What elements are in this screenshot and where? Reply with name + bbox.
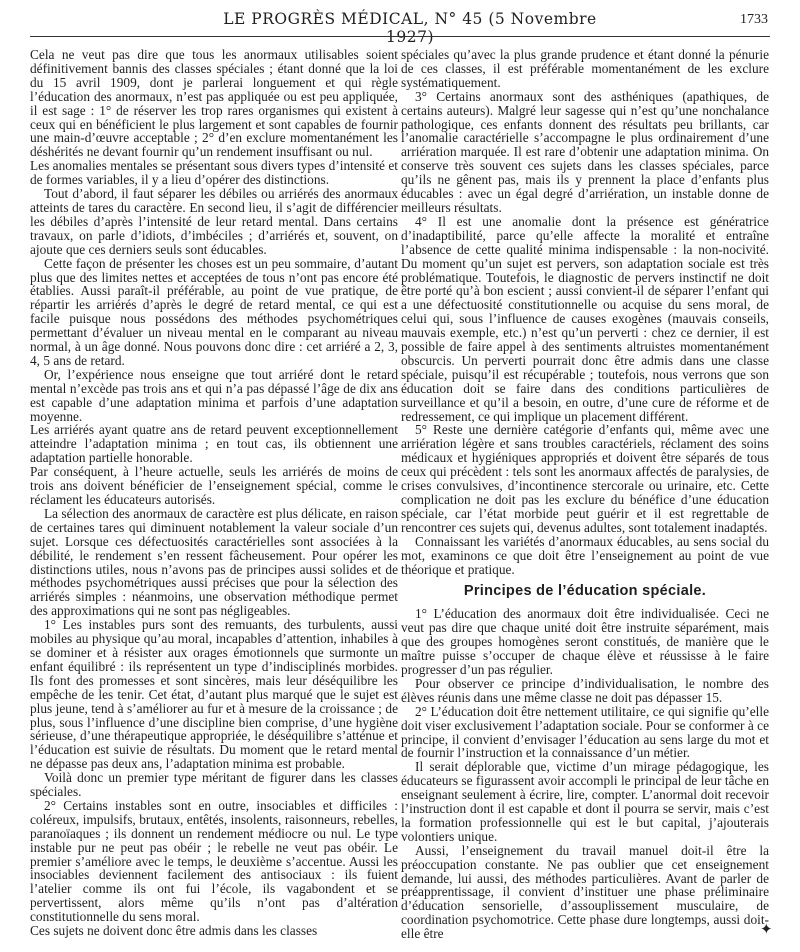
paragraph: Connaissant les variétés d’anormaux éducables, au sens social du mot, examinons ce que doit être l’enseignement au point de vue théorique et pratique. — [401, 533, 769, 577]
paragraph: La sélection des anormaux de caractère est plus délicate, en raison de certaines tares qui diminuent notablement la valeur sociale d’un sujet. Lorsque ces défectuosités caractérielles sont associées à la débilité, le rendement s’en ressent fâcheusement. Pour opérer les distinctions utiles, nous n’avons pas de principes aussi solides et de méthodes psychométriques aussi précises que pour la sélection des arriérés simples : néanmoins, une observation méthodique permet des approximations qui ne sont pas négligeables. — [30, 505, 398, 619]
paragraph: Tout d’abord, il faut séparer les débiles ou arriérés des anormaux atteints de tares du caractère. En second lieu, il s’agit de différencier les débiles d’après l’intensité de leur retard mental. Dans certains travaux, on parle d’idiots, d’imbéciles ; d’arriérés et, souvent, on ajoute que ces derniers seuls sont éducables. — [30, 186, 398, 257]
paragraph: Or, l’expérience nous enseigne que tout arriéré dont le retard mental n’excède pas trois ans et qui n’a pas dépassé l’âge de dix ans est capable d’une adaptation minima et parfois d’une adaptation moyenne. — [30, 366, 398, 424]
paragraph: Cela ne veut pas dire que tous les anormaux utilisables soient définitivement bannis des classes spéciales ; étant donné que la loi du 15 avril 1909, dont je parlerai longuement et qui règle l’éducation des anormaux, n’est pas appliquée ou est peu appliquée, il est sage : 1° de réserver les trop rares organismes qui existent à ceux qui en bénéficient le plus largement et sont capables de fournir une main-d’œuvre acceptable ; 2° d’en exclure momentanément les déshérités ne devant fournir qu’un rendement insuffisant ou nul. — [30, 47, 398, 160]
paragraph: Pour observer ce principe d’individualisation, le nombre des élèves réunis dans une même classe ne doit pas dépasser 15. — [401, 675, 769, 705]
paragraph: 4° Il est une anomalie dont la présence est génératrice d’inadaptibilité, parce qu’elle affecte la moralité et entraîne l’absence de cette qualité minima indispensable : la non-nocivité. Du moment qu’un sujet est pervers, son adaptation sociale est très problématique. Toutefois, le diagnostic de pervers instinctif ne doit être porté qu’à bon escient ; aussi convient-il de séparer l’enfant qui a une défectuosité constitutionnelle ou acquise du sens moral, de celui qui, sous l’influence de causes exogènes (mauvais conseils, mauvais exemple, etc.) n’est qu’un perverti : chez ce dernier, il est possible de faire appel à des sentiments altruistes momentanément obscurcis. Un perverti pourrait donc être admis dans une classe spéciale, puisqu’il est récupérable ; toutefois, nous verrons que son éducation doit se faire dans des conditions particulières de surveillance et qu’il a besoin, en outre, d’une cure de réforme et de redressement, ce qui implique un placement différent. — [401, 213, 769, 424]
paragraph: 5° Reste une dernière catégorie d’enfants qui, même avec une arriération légère et sans troubles caractériels, réclament des soins médicaux et hygiéniques appropriés et doivent être séparés de tous ceux qui précèdent : tels sont les anormaux affectés de paralysies, de crises convulsives, d’incontinence stercorale ou urinaire, etc. Cette complication ne doit pas les exclure du bénéfice d’une éducation spéciale, car l’état morbide peut guérir et il est regrettable de rencontrer ces sujets qui, devenus adultes, sont totalement inadaptés. — [401, 422, 769, 535]
journal-title: LE PROGRÈS MÉDICAL, N° 45 (5 Novembre 1927) — [223, 10, 597, 46]
right-column-bottom — [401, 607, 769, 941]
paragraph: Les anomalies mentales se présentant sous divers types d’intensité et de formes variables, il y a lieu d’opérer des distinctions. — [30, 158, 398, 188]
paragraph: Aussi, l’enseignement du travail manuel doit-il être la préoccupation constante. Ne pas oublier que cet enseignement demande, lui aussi, des méthodes particulières. Avant de parler de préapprentissage, il convient d’instituer une phase préliminaire d’éducation sensorielle, d’assouplissement musculaire, de coordination psychomotrice. Cette phase dure longtemps, aussi doit-elle être — [401, 842, 769, 942]
paragraph: Cette façon de présenter les choses est un peu sommaire, d’autant plus que des limites nettes et acceptées de tous n’ont pas encore été établies. Aussi paraît-il préférable, au point de vue pratique, de répartir les arriérés d’après le degré de retard mental, ce qui est facile puisque nous possédons des méthodes psychométriques permettant d’évaluer un niveau mental en le comparant au niveau normal, à un âge donné. Nous pouvons donc dire : cet arriéré a 2, 3, 4, 5 ans de retard. — [30, 255, 398, 368]
paragraph: spéciales qu’avec la plus grande prudence et étant donné la pénurie de ces classes, il est préférable momentanément de les exclure systématiquement. — [401, 47, 769, 90]
paragraph: Il serait déplorable que, victime d’un mirage pédagogique, les éducateurs se figurassent avoir accompli le principal de leur tâche en enseignant seulement à écrire, lire, compter. L’anormal doit recevoir l’instruction dont il est capable et dont il pourra se servir, mais c’est la formation professionnelle qui est le but capital, j’ajouterais volontiers unique. — [401, 759, 769, 844]
page-number: 1733 — [740, 12, 768, 27]
left-column — [30, 48, 398, 938]
paragraph: Voilà donc un premier type méritant de figurer dans les classes spéciales. — [30, 770, 398, 800]
paragraph: Les arriérés ayant quatre ans de retard peuvent exceptionnellement atteindre l’adaptation minima ; en tout cas, ils obtiennent une adaptation partielle honorable. — [30, 422, 398, 466]
paragraph: 2° Certains instables sont en outre, insociables et difficiles : coléreux, impulsifs, brutaux, entêtés, insolents, raisonneurs, rebelles, paranoïaques ; ils donnent un rendement médiocre ou nul. Le type instable pur ne peut pas obéir ; le rebelle ne veut pas obéir. Le premier s’améliore avec le temps, le deuxième s’accentue. Aussi les insociables deviennent facilement des antisociaux : ils fuient l’atelier comme ils ont fui l’école, ils vagabondent et se pervertissent, alors même qu’ils n’ont pas d’altération constitutionnelle du sens moral. — [30, 797, 398, 925]
paragraph: Ces sujets ne doivent donc être admis dans les classes — [30, 923, 318, 939]
right-column-top — [401, 48, 769, 576]
paragraph: 2° L’éducation doit être nettement utilitaire, ce qui signifie qu’elle doit viser exclusivement l’adaptation sociale. Pour se conformer à ce principe, il convient d’envisager l’éducation au sens large du mot et de fournir l’instruction et la connaissance d’un métier. — [401, 703, 769, 761]
paragraph: 1° Les instables purs sont des remuants, des turbulents, aussi mobiles au physique qu’au moral, incapables d’attention, inhabiles à se dominer et à résister aux orages émotionnels que surmonte un enfant équilibré : ils représentent un type d’indisciplinés morbides. Ils font des promesses et sont sincères, mais leur déséquilibre les empêche de les tenir. Cet état, d’autant plus marqué que le sujet est plus jeune, tend à s’améliorer au fur et à mesure de la croissance ; de plus, sous l’influence d’une discipline bien comprise, d’une hygiène sérieuse, d’une thérapeutique appropriée, le déséquilibre s’atténue et l’éducation est suivie de résultats. Du moment que le retard mental ne dépasse pas deux ans, l’adaptation minima est probable. — [30, 617, 398, 772]
right-column — [401, 48, 769, 941]
end-ornament-icon: ✦ — [760, 920, 773, 938]
section-heading: Principes de l’éducation spéciale. — [463, 583, 707, 600]
running-header — [0, 0, 800, 46]
paragraph: 1° L’éducation des anormaux doit être individualisée. Ceci ne veut pas dire que chaque unité doit être instruite séparément, mais que des groupes homogènes seront constitués, de manière que le maître puisse s’occuper de chaque élève et réussisse à le faire progresser d’un pas régulier. — [401, 606, 769, 677]
header-rule — [30, 36, 770, 37]
paragraph: Par conséquent, à l’heure actuelle, seuls les arriérés de moins de trois ans doivent bénéficier de l’enseignement spécial, comme le réclament les éducateurs autorisés. — [30, 464, 398, 507]
paragraph: 3° Certains anormaux sont des asthéniques (apathiques, de certains auteurs). Malgré leur sagesse qui n’est qu’une nonchalance pathologique, ces enfants donnent des résultats peu brillants, car l’anomalie caractérielle s’accompagne le plus ordinairement d’une arriération marquée. Il est rare d’obtenir une adaptation minima. On conserve très souvent ces sujets dans les classes spéciales, parce qu’ils ne gênent pas, mais ils y prennent la place d’enfants plus éducables : avec un égal degré d’arriération, un instable donne de meilleurs résultats. — [401, 88, 769, 215]
